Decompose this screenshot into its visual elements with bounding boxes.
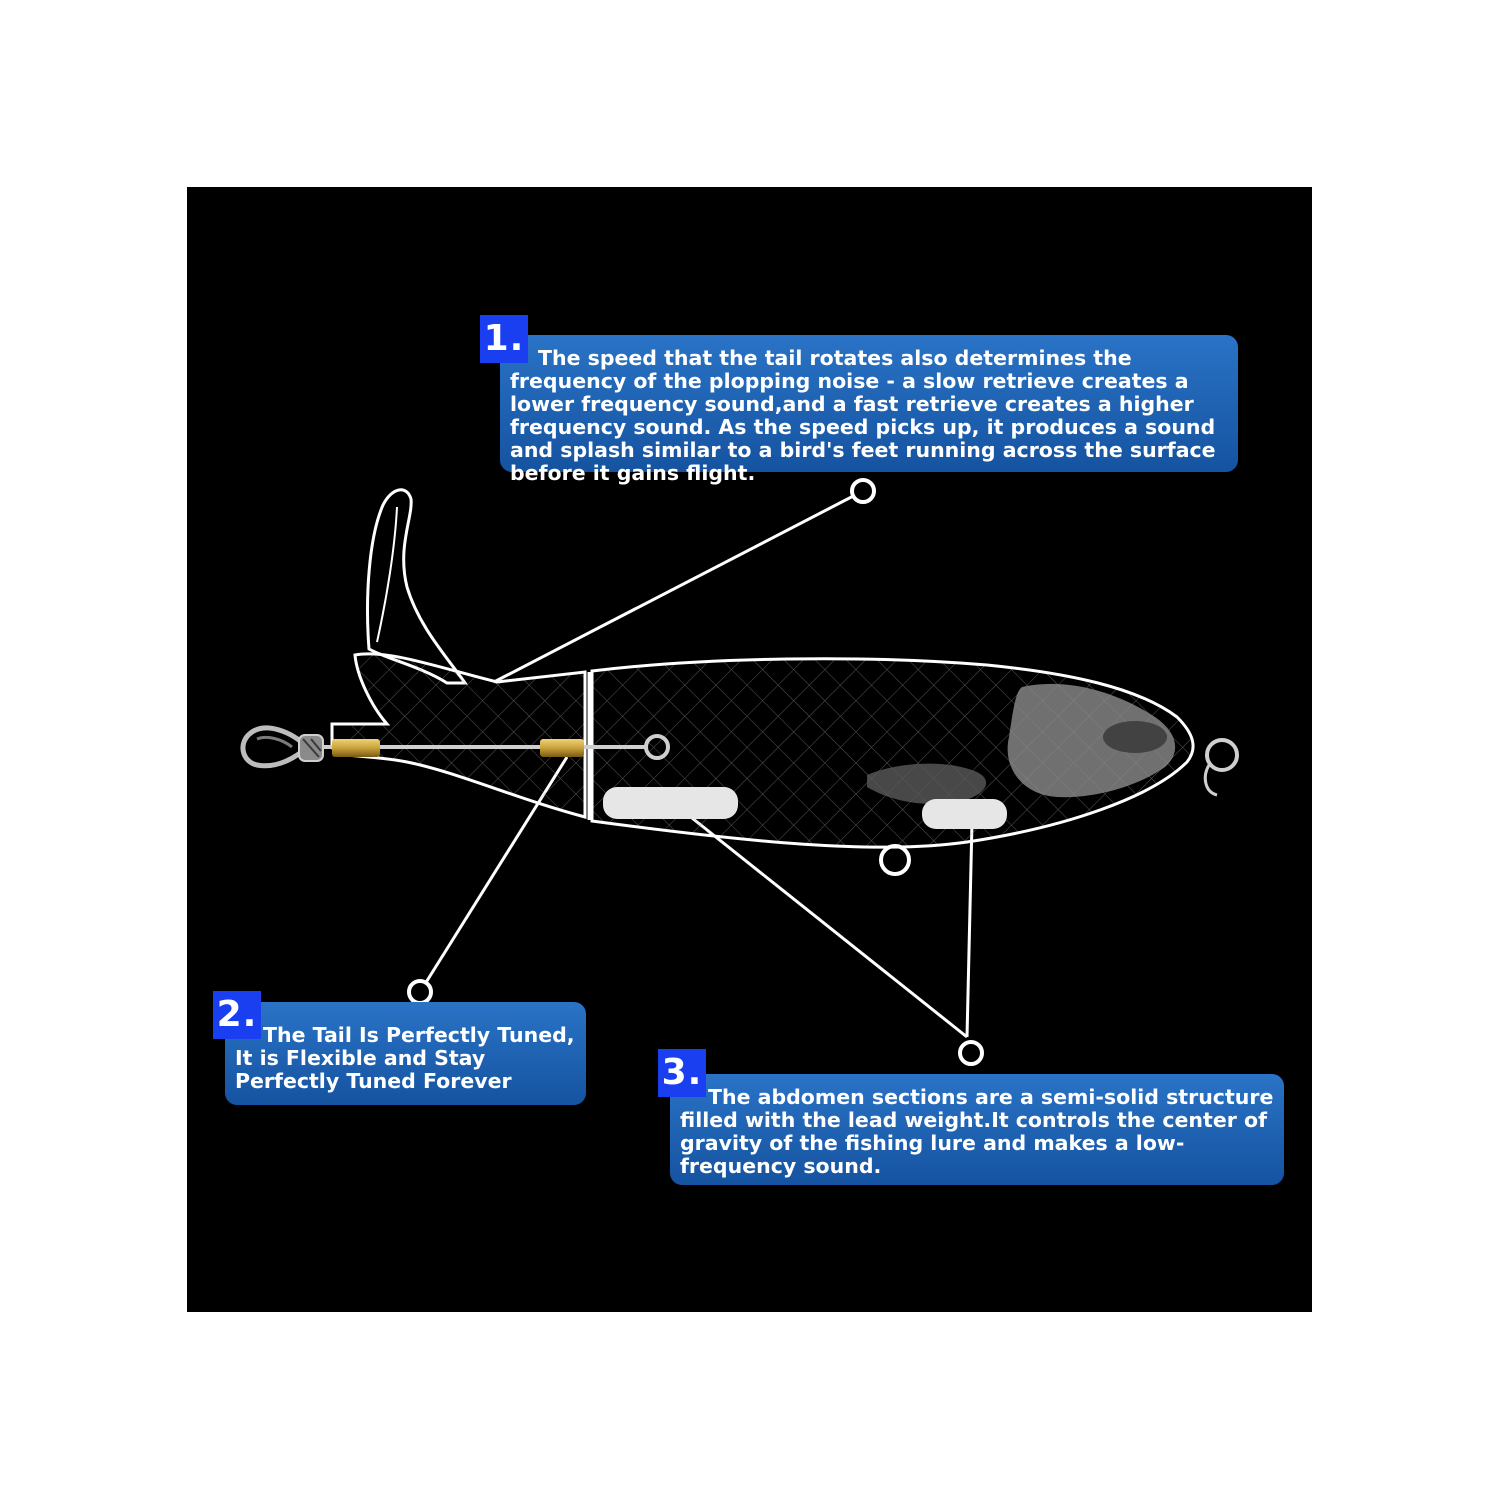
callout-1-badge: 1. bbox=[480, 315, 528, 363]
diagram-panel bbox=[187, 187, 1312, 1312]
brass-sleeve-rear bbox=[332, 739, 380, 757]
eye-spot bbox=[1103, 721, 1167, 753]
callout-2 bbox=[225, 1002, 586, 1105]
anchor-dot-2 bbox=[409, 981, 431, 1003]
anchor-dot-3 bbox=[960, 1042, 982, 1064]
nose-eye bbox=[1207, 740, 1237, 770]
lead-weight-rear bbox=[922, 799, 1007, 829]
callout-2-badge: 2. bbox=[213, 991, 261, 1039]
leader-line-1 bbox=[494, 491, 863, 682]
callout-2-text: The Tail Is Perfectly Tuned, It is Flexible and Stay Perfectly Tuned Forever bbox=[235, 1023, 575, 1093]
callout-3-badge: 3. bbox=[658, 1049, 706, 1097]
tail-section bbox=[332, 654, 585, 817]
callout-3-text: The abdomen sections are a semi-solid structure filled with the lead weight.It controls the center of gravity of the fishing lure and makes a low-frequency sound. bbox=[680, 1085, 1274, 1178]
callout-1 bbox=[500, 335, 1238, 485]
brass-sleeve-front bbox=[540, 739, 584, 757]
swivel-snap bbox=[243, 728, 323, 766]
callout-1-text: The speed that the tail rotates also determines the frequency of the plopping noise - a slow retrieve creates a lower frequency sound,and a fast retrieve creates a higher frequency sound. As the speed picks up, it produces a sound and splash similar to a bird's feet running across the surface before it gains flight. bbox=[510, 346, 1216, 485]
lead-weight-front bbox=[603, 787, 738, 819]
leader-line-3b bbox=[967, 822, 972, 1037]
callout-3 bbox=[670, 1074, 1284, 1185]
belly-eye bbox=[881, 846, 909, 874]
